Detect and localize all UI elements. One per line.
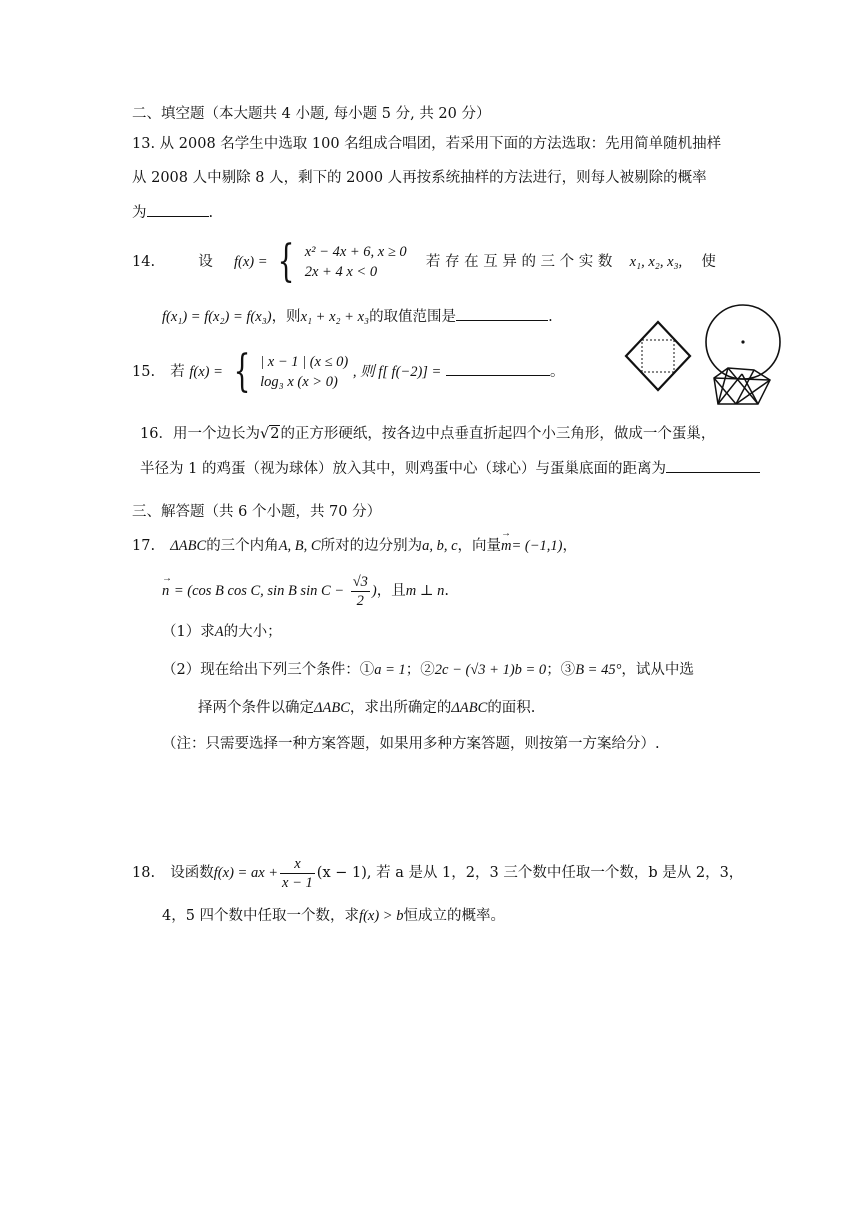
q17-part3-b: ，求出所确定的	[349, 700, 452, 716]
q14-cases	[305, 242, 407, 282]
q17-line2	[162, 570, 449, 612]
q17-comma: ，	[562, 538, 577, 554]
q17-angles: A, B, C	[278, 538, 321, 554]
q17-part3-tri1: ΔABC	[314, 700, 350, 716]
q16-text-a: 16．用一个边长为	[140, 426, 260, 442]
q18-line2	[162, 906, 505, 926]
q18-text-a1: 设函数	[170, 865, 214, 881]
q15-end: 。	[549, 364, 565, 380]
q14-function: f(x) =	[234, 254, 268, 270]
section-header-solutions: 三、解答题（共 6 个小题，共 70 分）	[132, 504, 382, 520]
q15-case2: log₃ x (x > 0)	[260, 374, 338, 390]
q18-number: 18.	[132, 865, 156, 881]
q17-part3-tri2: ΔABC	[451, 700, 488, 716]
q14-equation: f(x₁) = f(x₂) = f(x₃)	[162, 309, 272, 325]
q17-part2-c: ；③	[546, 662, 576, 678]
q14-brace: {	[277, 236, 295, 287]
q17-part3-c: 的面积.	[487, 700, 536, 716]
q17-part2-a: （2）现在给出下列三个条件：①	[162, 662, 375, 678]
q17-cond3: B = 45°	[575, 662, 622, 678]
q18-function: f(x) = ax +	[213, 865, 279, 881]
q14-case2: 2x + 4 x < 0	[304, 264, 378, 280]
q17-part2-cont	[198, 698, 535, 718]
q16-line1	[140, 424, 715, 444]
q16-text-b: 的正方形硬纸，按各边中点垂直折起四个小三角形，做成一个蛋巢，	[280, 426, 716, 442]
q16-sqrt-value: 2	[270, 426, 280, 442]
q17-note: （注：只需要选择一种方案答题，如果用多种方案答题，则按第一方案给分）.	[162, 736, 660, 752]
q14-case1: x² − 4x + 6, x ≥ 0	[304, 244, 407, 260]
answer-blank-14[interactable]	[456, 306, 548, 321]
square-outline	[626, 322, 690, 390]
q15-cases	[260, 352, 348, 392]
q13-line2: 从 2008 人中剔除 8 人，剩下的 2000 人再按系统抽样的方法进行，则每人被剔除的概率	[132, 170, 707, 186]
q17-sides: a, b, c	[422, 538, 458, 554]
q18-text-b: 4，5 四个数中任取一个数，求	[162, 908, 360, 924]
q17-vector-m: → m	[501, 536, 511, 556]
q17-part1-tail: 的大小；	[223, 624, 282, 640]
q15-line	[132, 346, 565, 397]
q13-line1: 13. 从 2008 名学生中选取 100 名组成合唱团，若采用下面的方法选取：先用简单随机抽样	[132, 136, 722, 152]
q18-text-a2: (x − 1), 若 a 是从 1，2，3 三个数中任取一个数，b 是从 2，3，	[316, 865, 744, 881]
q17-fraction	[351, 573, 370, 610]
q17-m-value: = (−1,1)	[511, 538, 563, 554]
q15-then: , 则 f[ f(−2)] =	[352, 364, 442, 380]
q17-period: .	[444, 583, 449, 599]
q17-number: 17.	[132, 538, 156, 554]
q13-line3	[132, 202, 213, 223]
q14-vars: x₁, x₂, x₃,	[629, 254, 683, 270]
q13-prefix: 为	[132, 205, 147, 221]
egg-nest-figure	[618, 300, 790, 412]
q17-part1-var: A	[214, 624, 224, 640]
q17-part1	[162, 622, 282, 642]
q17-frac-den: 2	[356, 592, 364, 609]
q14-line2	[162, 306, 553, 327]
q14-set: 设	[198, 254, 213, 270]
q16-line2	[140, 458, 760, 479]
q17-part2-d: ，试从中选	[621, 662, 694, 678]
q15-pre: 若	[170, 364, 185, 380]
q17-cond2: 2c − (√3 + 1)b = 0	[434, 662, 547, 678]
q17-text-a3: ，向量	[457, 538, 502, 554]
q13-suffix: .	[208, 205, 214, 221]
section-header-fill-in: 二、填空题（本大题共 4 小题, 每小题 5 分, 共 20 分）	[132, 106, 491, 122]
answer-blank-13[interactable]	[147, 202, 209, 217]
q17-triangle: ΔABC	[170, 538, 207, 554]
q14-line1	[132, 236, 716, 287]
q17-vector-n: → n	[162, 570, 169, 612]
q15-brace: {	[233, 346, 250, 397]
q17-text-a2: 所对的边分别为	[320, 538, 423, 554]
q16-sqrt: √2	[259, 426, 280, 442]
q15-case1: | x − 1 | (x ≤ 0)	[260, 354, 349, 370]
q18-frac-den: x − 1	[282, 874, 313, 891]
q18-line1	[132, 852, 743, 894]
q17-frac-num: √3	[352, 573, 368, 590]
q14-end: 使	[701, 254, 716, 270]
q15-function: f(x) =	[189, 364, 223, 380]
q17-line1	[132, 536, 577, 556]
q17-cond1: a = 1	[374, 662, 406, 678]
q17-n-value-a: = (cos B cos C, sin B sin C −	[173, 583, 345, 599]
q17-part1-text: （1）求	[162, 624, 215, 640]
q14-then: ，则	[271, 309, 301, 325]
q18-text-c: 恒成立的概率。	[403, 908, 505, 924]
q17-part2	[162, 660, 694, 680]
q15-number: 15.	[132, 364, 156, 380]
q18-inequality: f(x) > b	[359, 908, 404, 924]
q17-text-a1: 的三个内角	[206, 538, 279, 554]
q18-fraction	[280, 855, 315, 892]
q14-sum: x₁ + x₂ + x₃	[300, 309, 370, 325]
answer-blank-15[interactable]	[446, 361, 550, 376]
q17-perpendicular: m ⊥ n	[405, 583, 445, 599]
q17-part3-a: 择两个条件以确定	[198, 700, 314, 716]
sphere-center	[741, 340, 744, 343]
q17-part2-b: ；②	[405, 662, 435, 678]
q14-end-dot: .	[548, 309, 553, 325]
answer-blank-16[interactable]	[666, 458, 760, 473]
q14-number: 14.	[132, 254, 156, 270]
q17-and: ，且	[376, 583, 406, 599]
q18-frac-num: x	[280, 855, 315, 874]
inner-dashed-square	[642, 340, 674, 372]
q17-n-value-b: )	[371, 583, 377, 599]
q16-text-c: 半径为 1 的鸡蛋（视为球体）放入其中，则鸡蛋中心（球心）与蛋巢底面的距离为	[140, 461, 666, 477]
q14-tail: 的取值范围是	[369, 309, 457, 325]
q14-middle-text: 若 存 在 互 异 的 三 个 实 数	[425, 254, 613, 270]
